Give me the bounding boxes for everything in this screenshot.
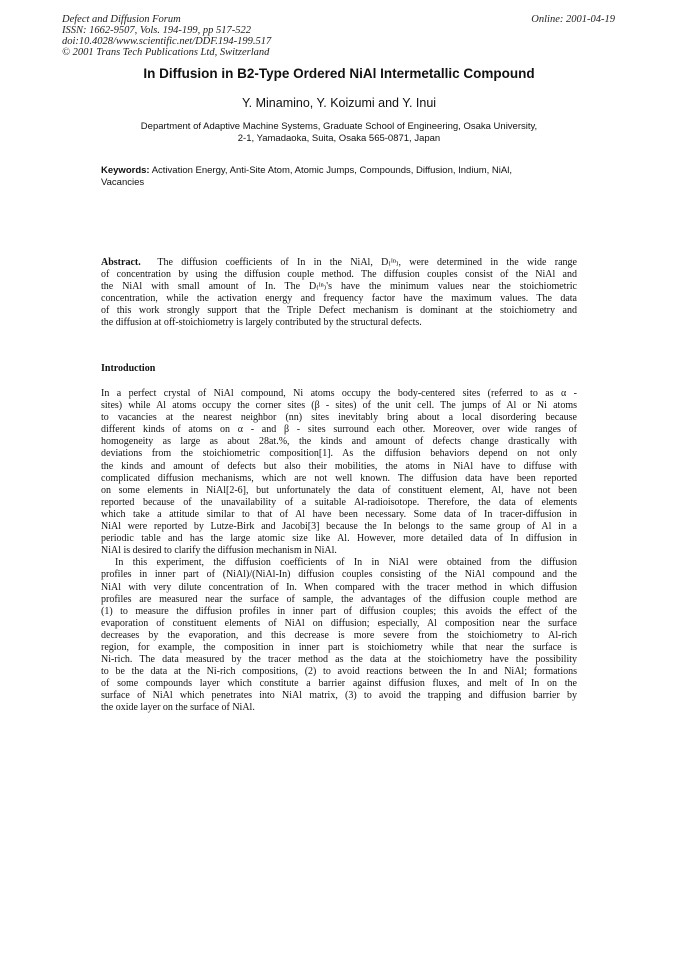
intro-line: NiAl is desired to clarify the diffusion mechanism in NiAl. bbox=[101, 545, 337, 557]
intro-line: to be the data at the Ni-rich compositions, (2) to avoid reactions between the In and NiAl; formations bbox=[101, 666, 577, 678]
intro-line: complicated diffusion mechanisms, which are not well known. The diffusion data have been reported bbox=[101, 472, 577, 484]
journal-name: Defect and Diffusion Forum bbox=[62, 14, 181, 25]
abstract bbox=[101, 257, 577, 330]
intro-line: profiles in inner part of (NiAl)/(NiAl-In) diffusion couples consisting of the NiAl compound and the bbox=[101, 569, 577, 581]
abstract-line: the diffusion at off-stoichiometry is largely contributed by the structural defects. bbox=[101, 317, 422, 329]
intro-line: to vacancies at the nearest neighbor (nn) sites inevitably bring about a local disordering because bbox=[101, 412, 577, 424]
introduction-body bbox=[101, 388, 577, 715]
intro-line: the oxide layer on the surface of NiAl. bbox=[101, 702, 255, 714]
abstract-line: the NiAl with small amount of In. The D₍ᴵⁿ₎'s have the minimum values near the stoichiometric bbox=[101, 281, 577, 293]
section-heading-introduction: Introduction bbox=[101, 363, 156, 374]
affiliation bbox=[60, 121, 618, 145]
abstract-line: The diffusion coefficients of In in the NiAl, D₍ᴵⁿ₎, were determined in the wide range bbox=[157, 257, 577, 268]
intro-line: evaporation of constituent elements of NiAl on diffusion; especially, Al composition near the surface bbox=[101, 617, 577, 629]
intro-line: In this experiment, the diffusion coefficients of In in NiAl were obtained from the diffusion bbox=[115, 557, 577, 569]
paper-authors: Y. Minamino, Y. Koizumi and Y. Inui bbox=[241, 96, 437, 110]
intro-line: In a perfect crystal of NiAl compound, Ni atoms occupy the body-centered sites (referred to as α - bbox=[101, 388, 577, 399]
copyright-line: © 2001 Trans Tech Publications Ltd, Switzerland bbox=[62, 47, 270, 58]
intro-line: reported because of the unavailability of a suitable Al-radioisotope. Therefore, the data of elements bbox=[101, 496, 577, 508]
abstract-line: of this work strongly support that the Triple Defect mechanism is dominant at the stoichiometry and bbox=[101, 305, 577, 317]
intro-line: NiAl with very dilute concentration of In. When compared with the tracer method in which diffusion bbox=[101, 581, 577, 593]
doi-line: doi:10.4028/www.scientific.net/DDF.194-199.517 bbox=[62, 36, 272, 47]
intro-line: profiles are measured near the surface of sample, the advantages of the diffusion couple method are bbox=[101, 593, 577, 605]
online-date: Online: 2001-04-19 bbox=[531, 14, 615, 25]
abstract-line: of concentration by using the diffusion couple method. The diffusion couples consist of the NiAl and bbox=[101, 269, 577, 281]
intro-line: surface of NiAl which penetrates into NiAl matrix, (3) to avoid the trapping and diffusion barrier by bbox=[101, 690, 577, 702]
keywords-label: Keywords: bbox=[101, 165, 150, 176]
intro-line: of some compounds layer which constitute a barrier against diffusion fluxes, and melt of In on the bbox=[101, 678, 577, 690]
keywords-line-2: Vacancies bbox=[101, 177, 145, 188]
intro-line: sites) while Al atoms occupy the corner sites (β - sites) of the unit cell. The jumps of Al or Ni atoms bbox=[101, 400, 577, 412]
intro-line: which take a attitude similar to that of Al have been necessary. Some data of In tracer-diffusion in bbox=[101, 508, 577, 520]
keywords-line-1: Activation Energy, Anti-Site Atom, Atomic Jumps, Compounds, Diffusion, Indium, NiAl, bbox=[151, 165, 512, 176]
intro-line: decreases by the evaporation, and this decrease is more severe from the stoichiometry to Al-rich bbox=[101, 629, 577, 641]
affiliation-line-2: 2-1, Yamadaoka, Suita, Osaka 565-0871, Japan bbox=[237, 133, 441, 144]
intro-line: the kinds and amount of defects but also their mobilities, the atoms in NiAl have to diffuse with bbox=[101, 460, 577, 472]
keywords bbox=[101, 165, 577, 189]
abstract-label: Abstract. bbox=[101, 257, 141, 268]
journal-header bbox=[62, 14, 482, 58]
intro-line: NiAl were reported by Lutze-Birk and Jacobi[3] because the In belongs to the same group of Al in a bbox=[101, 521, 577, 533]
issn-line: ISSN: 1662-9507, Vols. 194-199, pp 517-522 bbox=[62, 25, 251, 36]
intro-line: homogeneity as large as about 28at.%, the kinds and amount of defects change drastically with bbox=[101, 436, 577, 448]
intro-line: different kinds of atoms on α - and β - sites surround each other. Moreover, over wide ranges of bbox=[101, 424, 577, 436]
intro-line: on some elements in NiAl[2-6], but unfortunately the data of constituent element, Al, have not been bbox=[101, 484, 577, 496]
affiliation-line-1: Department of Adaptive Machine Systems, Graduate School of Engineering, Osaka University, bbox=[140, 121, 538, 132]
intro-line: periodic table and has the large atomic size like Al. However, more detailed data of In diffusion in bbox=[101, 533, 577, 545]
abstract-line: concentration, while the activation energy and frequency factor have the maximum values. The data bbox=[101, 293, 577, 305]
intro-line: region, for example, the composition in inner part is stoichiometry while that near the surface is bbox=[101, 641, 577, 653]
paper-title: In Diffusion in B2-Type Ordered NiAl Intermetallic Compound bbox=[143, 66, 535, 81]
intro-line: Ni-rich. The data measured by the tracer method as the data at the stoichiometry have the possibility bbox=[101, 654, 577, 666]
intro-line: (1) to measure the diffusion profiles in inner part of diffusion couples; this avoids the effect of the bbox=[101, 605, 577, 617]
intro-line: deviations from the stoichiometric composition[1]. As the diffusion behaviors depend on not only bbox=[101, 448, 577, 460]
